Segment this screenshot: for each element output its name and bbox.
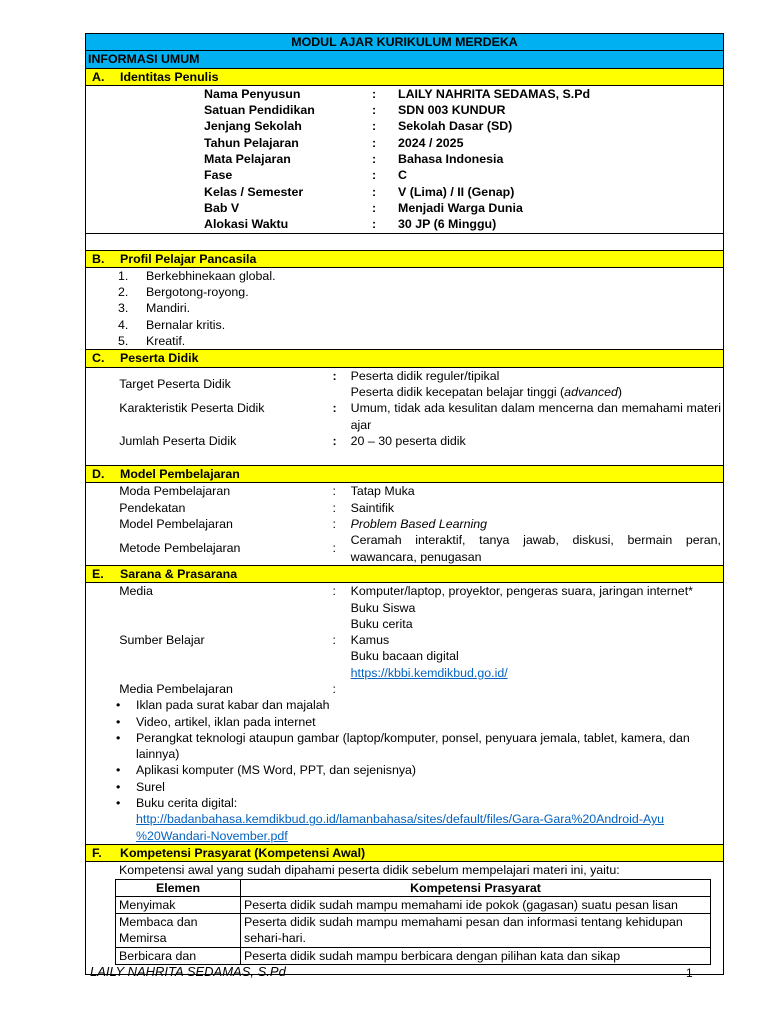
section-b-heading: B. Profil Pelajar Pancasila — [86, 250, 724, 267]
section-a-heading: A. Identitas Penulis — [86, 68, 724, 85]
model-value: Problem Based Learning — [350, 517, 488, 532]
table-row: Membaca dan Memirsa Peserta didik sudah mampu memahami pesan dan informasi tentang kehidupan sehari-hari. — [116, 914, 711, 948]
kompetensi-intro: Kompetensi awal yang sudah dipahami peserta didik sebelum mempelajari materi ini, yaitu: — [119, 863, 620, 878]
bullet-icon: • — [116, 698, 121, 713]
kbbi-link[interactable]: https://kbbi.kemdikbud.go.id/ — [350, 665, 508, 680]
identitas-block — [86, 85, 724, 233]
list-item: 2. Bergotong-royong. — [118, 285, 249, 300]
bullet-icon: • — [116, 714, 121, 729]
media-bullet-list — [86, 697, 723, 844]
pendekatan-value: Saintifik — [350, 500, 395, 515]
table-row: Menyimak Peserta didik sudah mampu memahami ide pokok (gagasan) suatu pesan lisan — [116, 896, 711, 913]
pendekatan-label: Pendekatan — [119, 500, 186, 515]
document-title: MODUL AJAR KURIKULUM MERDEKA — [86, 34, 724, 51]
identitas-label: Nama Penyusun — [204, 86, 301, 101]
identitas-label: Tahun Pelajaran — [204, 135, 299, 150]
col-elemen: Elemen — [116, 879, 241, 896]
identitas-row: Tahun Pelajaran : 2024 / 2025 — [86, 135, 723, 151]
list-item: • Aplikasi komputer (MS Word, PPT, dan sejenisnya) — [86, 762, 717, 778]
identitas-row: Satuan Pendidikan : SDN 003 KUNDUR — [86, 102, 723, 118]
sumber-item: Buku cerita — [350, 616, 413, 631]
footer-author: LAILY NAHRITA SEDAMAS, S.Pd — [90, 964, 286, 979]
moda-label: Moda Pembelajaran — [119, 484, 231, 499]
identitas-value: 30 JP (6 Minggu) — [398, 217, 497, 232]
table-row: Berbicara dan Peserta didik sudah mampu berbicara dengan pilihan kata dan sikap — [116, 947, 711, 964]
sumber-item: Kamus — [350, 633, 390, 648]
media-pembelajaran-label: Media Pembelajaran — [119, 681, 233, 696]
jumlah-row: Jumlah Peserta Didik : 20 – 30 peserta didik — [86, 433, 723, 449]
media-value: Komputer/laptop, proyektor, pengeras suara, jaringan internet* — [350, 584, 693, 599]
list-item: • Surel — [86, 779, 717, 795]
identitas-row: Fase : C — [86, 167, 723, 183]
identitas-row: Jenjang Sekolah : Sekolah Dasar (SD) — [86, 118, 723, 134]
metode-value: Ceramah interaktif, tanya jawab, diskusi, bermain peran, wawancara, penugasan — [350, 533, 721, 564]
media-label: Media — [119, 584, 153, 599]
model-label: Model Pembelajaran — [119, 517, 233, 532]
sumber-label: Sumber Belajar — [119, 633, 205, 648]
bullet-icon: • — [116, 730, 121, 745]
list-item: • Perangkat teknologi ataupun gambar (laptop/komputer, ponsel, penyuara jemala, tablet, kamera, dan lainnya) — [86, 730, 717, 763]
identitas-value: 2024 / 2025 — [398, 135, 464, 150]
sumber-list — [351, 600, 723, 681]
identitas-value: V (Lima) / II (Genap) — [398, 184, 515, 199]
identitas-row: Kelas / Semester : V (Lima) / II (Genap) — [86, 184, 723, 200]
list-item: • Buku cerita digital: — [86, 795, 717, 811]
jumlah-value: 20 – 30 peserta didik — [350, 433, 466, 448]
identitas-value: Sekolah Dasar (SD) — [398, 119, 513, 134]
identitas-row: Nama Penyusun : LAILY NAHRITA SEDAMAS, S.Pd — [86, 86, 723, 102]
digital-book-link-cont[interactable]: %20Wandari-November.pdf — [136, 828, 288, 843]
identitas-row: Mata Pelajaran : Bahasa Indonesia — [86, 151, 723, 167]
identitas-label: Fase — [204, 168, 233, 183]
bullet-icon: • — [116, 763, 121, 778]
identitas-value: Menjadi Warga Dunia — [398, 200, 523, 215]
list-item: 1. Berkebhinekaan global. — [118, 268, 276, 283]
bullet-icon: • — [116, 779, 121, 794]
identitas-label: Kelas / Semester — [204, 184, 304, 199]
karakter-value: Umum, tidak ada kesulitan dalam mencerna dan memahami materi ajar — [350, 401, 721, 432]
target-label: Target Peserta Didik — [119, 376, 231, 391]
sumber-item: Buku bacaan digital — [350, 649, 459, 664]
list-item: • Video, artikel, iklan pada internet — [86, 714, 717, 730]
digital-book-link[interactable]: http://badanbahasa.kemdikbud.go.id/lamanbahasa/sites/default/files/Gara-Gara%20Android-Ayu — [136, 812, 665, 827]
section-c-heading: C. Peserta Didik — [86, 350, 724, 367]
identitas-label: Mata Pelajaran — [204, 152, 291, 167]
identitas-value: Bahasa Indonesia — [398, 152, 504, 167]
section-e-heading: E. Sarana & Prasarana — [86, 565, 724, 582]
identitas-row: Alokasi Waktu : 30 JP (6 Minggu) — [86, 216, 723, 232]
spacer-row — [86, 233, 724, 250]
identitas-row: Bab V : Menjadi Warga Dunia — [86, 200, 723, 216]
col-kompetensi: Kompetensi Prasyarat — [241, 879, 711, 896]
target-row: Target Peserta Didik : Peserta didik reguler/tipikal Peserta didik kecepatan belajar tinggi (advanced) — [86, 368, 723, 401]
identitas-value: SDN 003 KUNDUR — [398, 103, 506, 118]
metode-label: Metode Pembelajaran — [119, 541, 241, 556]
identitas-value: LAILY NAHRITA SEDAMAS, S.Pd — [398, 86, 591, 101]
bullet-icon: • — [116, 796, 121, 811]
moda-value: Tatap Muka — [350, 484, 415, 499]
jumlah-label: Jumlah Peserta Didik — [119, 433, 237, 448]
modul-ajar-table: MODUL AJAR KURIKULUM MERDEKA INFORMASI UMUM A. Identitas Penulis Nama Penyusun : LAILY NAHRITA SEDAMAS, S.Pd Satuan Pendidikan : SDN 003 KUNDUR Jenjang Sekolah : Sekolah Dasar (SD) Tahun Pelajaran : 2024 / 2025 Mata Pelajaran : Bahasa Indonesia Fase : C Kelas / Semester : V (Lima) / II (Genap) Bab V : Menjadi Warga Dunia Alokasi Waktu : 30 JP (6 Minggu) B. Profil Pelajar Pancasila 1. Berkebhinekaan global. 2. Bergotong-royong. 3. Mandiri. 4. Bernalar kritis. 5. Kreatif. C. Peserta Didik Target Peserta Didik : Peserta didik reguler/tipikal Peserta didik kecepatan belajar tinggi (advanced) Karakteristik Peserta Didik : Umum, tidak ada kesulitan dalam mencerna dan memahami materi ajar Jumlah Peserta Didik : 20 – 30 peserta didik D. Model Pembelajaran Moda Pembelajaran : Tatap Muka Pendekatan : Saintifik Model Pembelajaran : Problem Based Learning Metode Pembelajaran : Ceramah interaktif, tanya jawab, diskusi, bermain peran, wawancara, penugasan E. Sarana & Prasarana Media : Komputer/laptop, proyektor, pengeras suara, jaringan internet* Sumber Belajar : Buku Siswa Buku cerita Kamus Buku bacaan digital https://kbbi.kemdikbud.go.id/ Media Pembelajaran : • Iklan pada surat kabar dan majalah • Video, artikel, iklan pada internet • Perangkat teknologi ataupun gambar (laptop/komputer, ponsel, penyuara jemala, tablet, kamera, dan lainnya) • Aplikasi komputer (MS Word, PPT, dan sejenisnya) • Surel • Buku cerita digital: http://badanbahasa.kemdikbud.go.id/lamanbahasa/sites/default/files/Gara-Gara%20Android-Ayu %20Wandari-November.pdf F. Kompetensi Prasyarat (Kompetensi Awal) Kompetensi awal yang sudah dipahami peserta didik sebelum mempelajari materi ini, yaitu: Elemen Kompetensi Prasyarat Menyimak Peserta didik sudah mampu memahami ide pokok (gagasan) suatu pesan lisan Membaca dan Memirsa Peserta didik sudah mampu memahami pesan dan informasi tentang kehidupan sehari-hari. Berbicara dan Peserta didik sudah mampu berbicara dengan pilihan kata dan sikap — [85, 33, 724, 975]
section-d-heading: D. Model Pembelajaran — [86, 466, 724, 483]
karakter-row: Karakteristik Peserta Didik : Umum, tidak ada kesulitan dalam mencerna dan memahami materi ajar — [119, 401, 721, 432]
list-item: 5. Kreatif. — [118, 334, 186, 349]
sumber-item: Buku Siswa — [350, 600, 416, 615]
identitas-label: Alokasi Waktu — [204, 217, 289, 232]
target-value: Peserta didik reguler/tipikal Peserta didik kecepatan belajar tinggi (advanced) — [350, 368, 623, 399]
page-number: 1 — [686, 966, 693, 980]
list-item: 3. Mandiri. — [118, 301, 191, 316]
section-f-heading: F. Kompetensi Prasyarat (Kompetensi Awal) — [86, 844, 724, 861]
kompetensi-table — [115, 879, 711, 965]
identitas-label: Jenjang Sekolah — [204, 119, 302, 134]
karakter-label: Karakteristik Peserta Didik — [119, 401, 265, 416]
info-umum-heading: INFORMASI UMUM — [86, 51, 724, 68]
profil-list — [86, 267, 724, 349]
list-item: 4. Bernalar kritis. — [118, 317, 226, 332]
identitas-label: Satuan Pendidikan — [204, 103, 315, 118]
identitas-value: C — [398, 168, 407, 183]
identitas-label: Bab V — [204, 200, 240, 215]
list-item: • Iklan pada surat kabar dan majalah — [86, 697, 717, 713]
